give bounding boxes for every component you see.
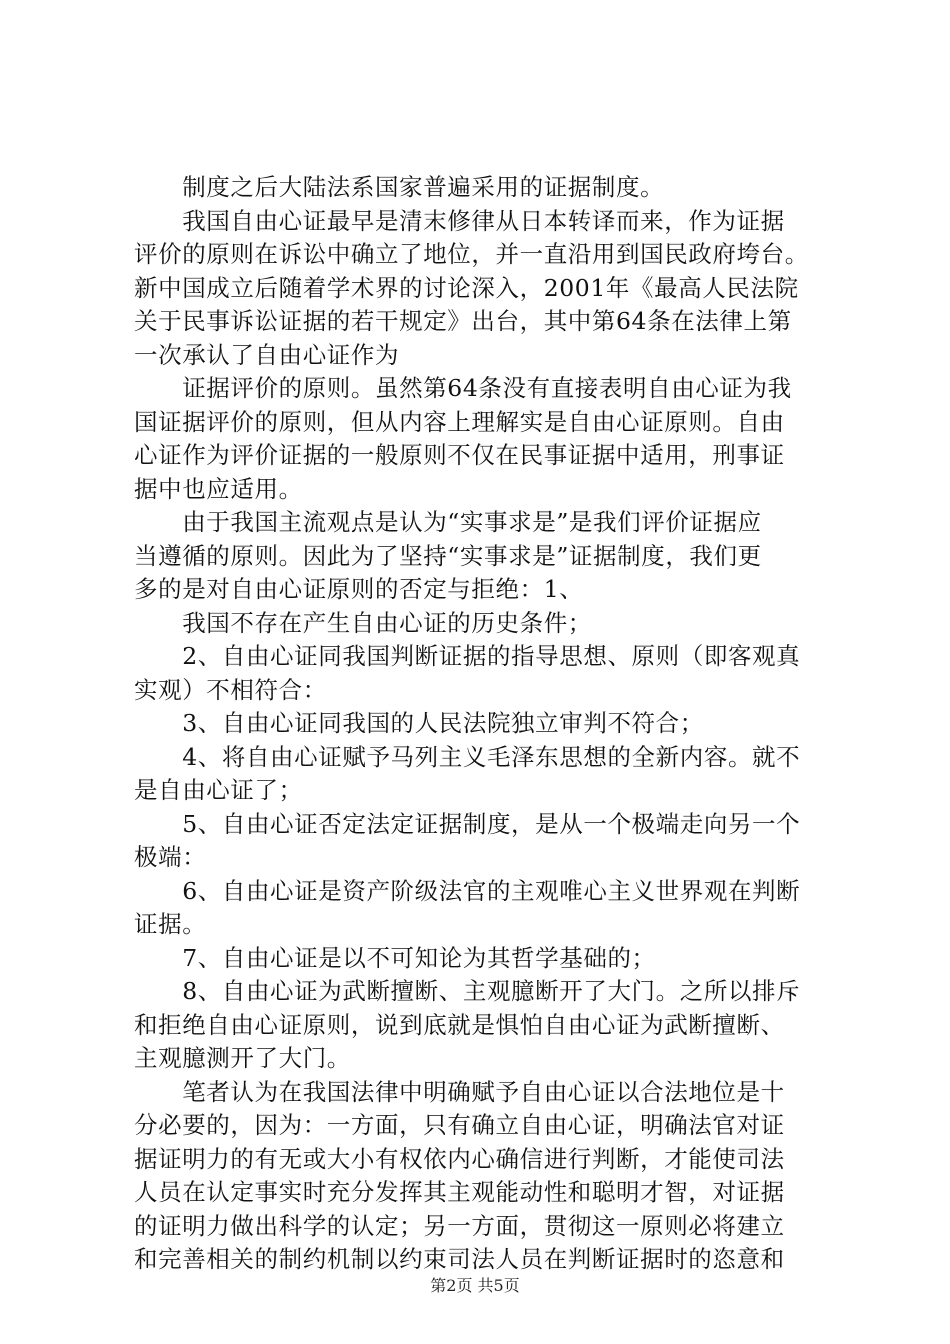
paragraph: 我国自由心证最早是清末修律从日本转译而来，作为证据 评价的原则在诉讼中确立了地位，并一直沿用到国民政府垮台。 新中国成立后随着学术界的讨论深入，2001年《最高人民法院 关于民事诉讼证据的若干规定》出台，其中第64条在法律上第 一次承认了自由心证作为: [134, 206, 809, 369]
paragraph: 证据评价的原则。虽然第64条没有直接表明自由心证为我 国证据评价的原则，但从内容上理解实是自由心证原则。自由 心证作为评价证据的一般原则不仅在民事证据中适用，刑事证 据中也应适用。: [134, 374, 792, 503]
paragraph: 笔者认为在我国法律中明确赋予自由心证以合法地位是十 分必要的，因为：一方面，只有确立自由心证，明确法官对证 据证明力的有无或大小有权依内心确信进行判断，才能使司法 人员在认定事实时充分发挥其主观能动性和聪明才智，对证据 的证明力做出科学的认定；另一方面，贯彻这一原则必将建立 和完善相关的制约机制以约束司法人员在判断证据时的恣意和: [134, 1077, 785, 1273]
paragraph: 我国不存在产生自由心证的历史条件；: [134, 608, 592, 637]
paragraph: 2、自由心证同我国判断证据的指导思想、原则（即客观真 实观）不相符合：: [134, 642, 801, 704]
paragraph: 由于我国主流观点是认为“实事求是”是我们评价证据应 当遵循的原则。因此为了坚持“实事求是”证据制度，我们更 多的是对自由心证原则的否定与拒绝：1、: [134, 508, 762, 603]
paragraph: 3、自由心证同我国的人民法院独立审判不符合；: [134, 709, 704, 737]
paragraph: 6、自由心证是资产阶级法官的主观唯心主义世界观在判断 证据。: [134, 876, 801, 938]
document-body: [134, 171, 834, 1277]
page-number-footer: 第2页 共5页: [430, 1276, 520, 1295]
paragraph: 8、自由心证为武断擅断、主观臆断开了大门。之所以排斥 和拒绝自由心证原则，说到底就是惧怕自由心证为武断擅断、 主观臆测开了大门。: [134, 977, 801, 1072]
paragraph: 7、自由心证是以不可知论为其哲学基础的；: [134, 943, 656, 972]
paragraph: 4、将自由心证赋予马列主义毛泽东思想的全新内容。就不 是自由心证了；: [134, 742, 801, 804]
paragraph: 制度之后大陆法系国家普遍采用的证据制度。: [134, 173, 665, 201]
paragraph: 5、自由心证否定法定证据制度，是从一个极端走向另一个 极端：: [134, 809, 801, 871]
